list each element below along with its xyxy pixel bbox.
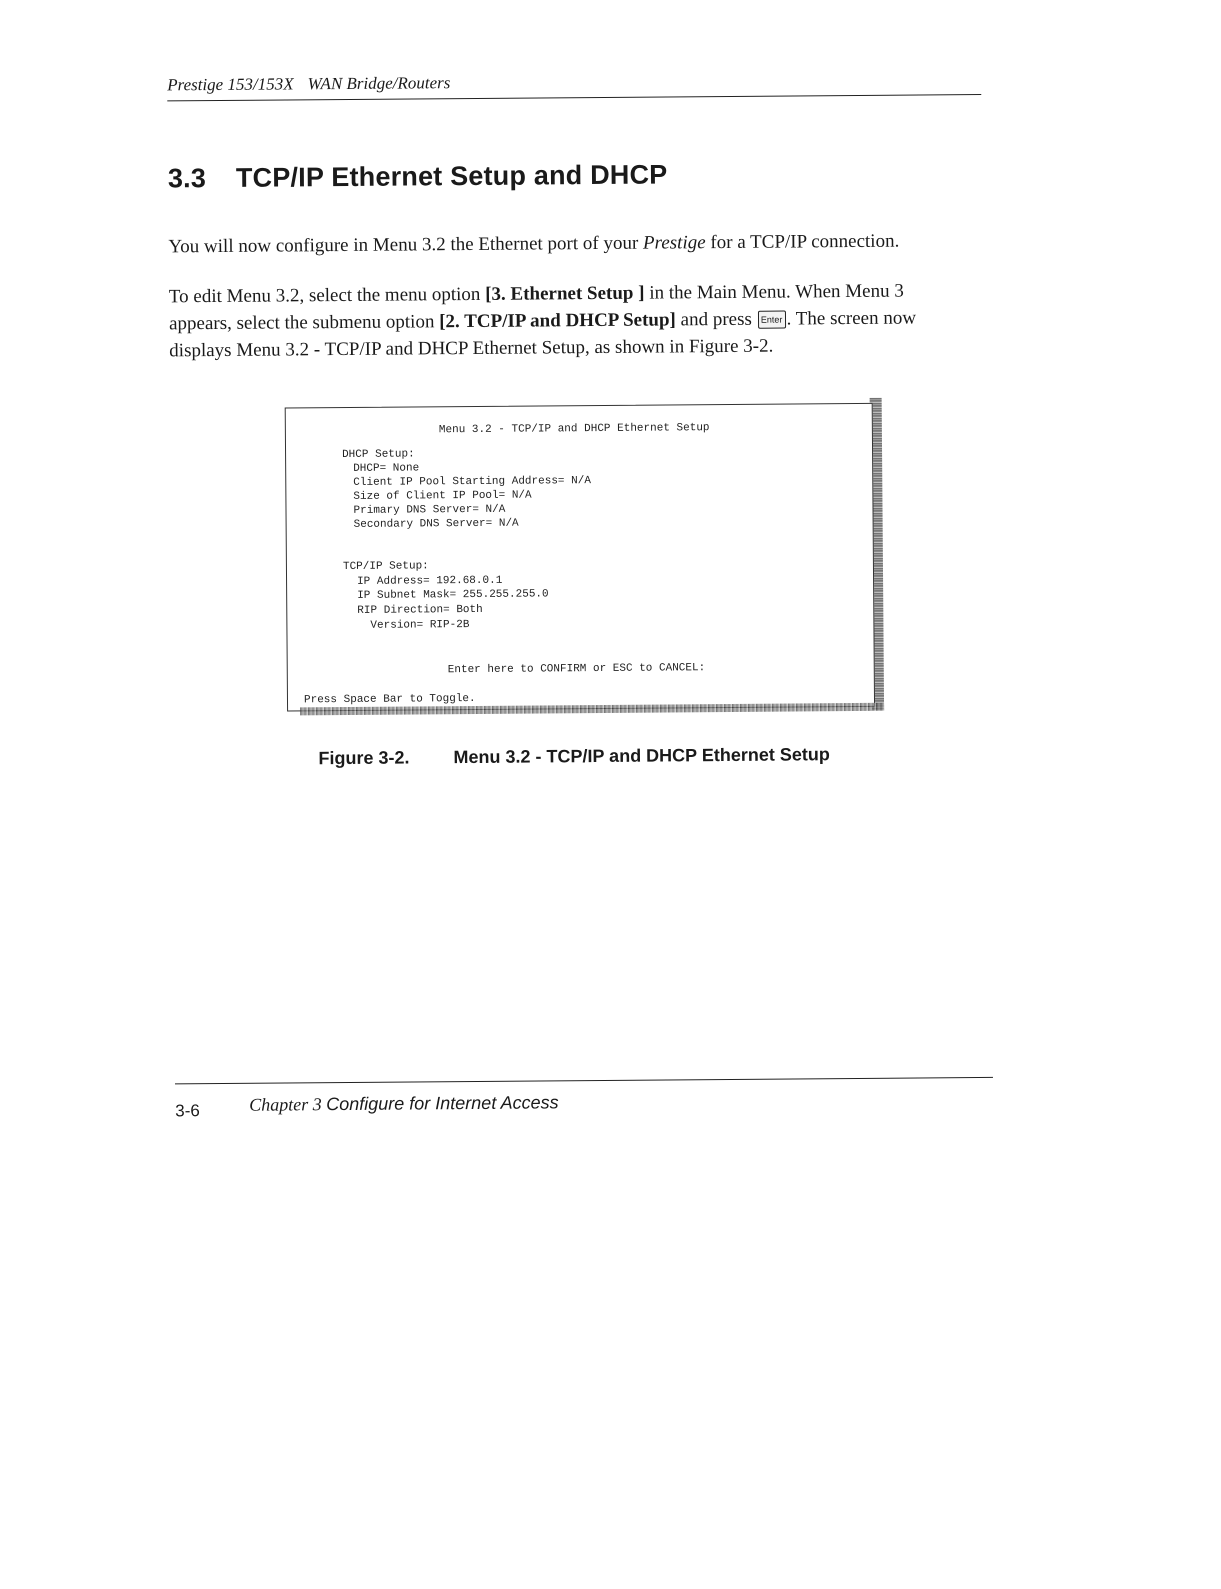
section-heading: [168, 159, 668, 194]
footer-rule: [175, 1077, 993, 1084]
instructions-text-4: . The screen now displays Menu 3.2 - TCP/IP and DHCP Ethernet Setup, as shown in Figure 3-2.: [169, 307, 917, 362]
dhcp-field[interactable]: DHCP= None: [353, 462, 420, 475]
intro-paragraph: [168, 227, 968, 260]
ip-address-field[interactable]: IP Address= 192.68.0.1: [357, 574, 503, 588]
menu-screen: [285, 403, 875, 712]
rip-direction-field[interactable]: RIP Direction= Both: [357, 603, 483, 617]
chapter-title: Configure for Internet Access: [326, 1092, 559, 1115]
figure-title: Menu 3.2 - TCP/IP and DHCP Ethernet Setup: [453, 744, 830, 768]
header-product: Prestige 153/153X: [167, 74, 294, 95]
intro-text-end: for a TCP/IP connection.: [705, 230, 900, 254]
screen-title: Menu 3.2 - TCP/IP and DHCP Ethernet Setup: [438, 422, 710, 437]
figure-label: Figure 3-2.: [318, 747, 410, 769]
tcpip-setup-header: TCP/IP Setup:: [342, 560, 429, 574]
header-subtitle: WAN Bridge/Routers: [307, 73, 451, 94]
footer-chapter: [249, 1092, 559, 1115]
instructions-text-2: in the Main Menu. When Menu 3 appears, select the submenu option: [168, 280, 904, 335]
chapter-label: Chapter 3: [249, 1094, 322, 1115]
instructions-text: To edit Menu 3.2, select the menu option: [168, 283, 486, 308]
instructions-text-3: and press: [675, 308, 757, 331]
instructions-paragraph: [169, 277, 970, 364]
section-number: 3.3: [167, 163, 207, 194]
section-title: TCP/IP Ethernet Setup and DHCP: [235, 159, 668, 193]
page-number: 3-6: [175, 1101, 200, 1121]
primary-dns-field[interactable]: Primary DNS Server= N/A: [353, 503, 506, 517]
menu-option-ethernet-setup: [3. Ethernet Setup ]: [485, 282, 645, 305]
confirm-prompt[interactable]: Enter here to CONFIRM or ESC to CANCEL:: [447, 662, 706, 677]
secondary-dns-field[interactable]: Secondary DNS Server= N/A: [353, 517, 519, 531]
toggle-hint: Press Space Bar to Toggle.: [303, 692, 476, 707]
enter-key-icon: Enter: [758, 311, 786, 329]
running-header: [167, 73, 450, 95]
intro-emphasis: Prestige: [642, 232, 706, 254]
intro-text: You will now configure in Menu 3.2 the Ethernet port of your: [168, 232, 644, 258]
submenu-option-tcpip-dhcp: [2. TCP/IP and DHCP Setup]: [439, 309, 676, 333]
pool-start-field[interactable]: Client IP Pool Starting Address= N/A: [353, 475, 591, 489]
rip-version-field[interactable]: Version= RIP-2B: [370, 619, 470, 632]
figure-caption: [318, 744, 830, 769]
subnet-mask-field[interactable]: IP Subnet Mask= 255.255.255.0: [357, 588, 549, 602]
header-rule: [167, 94, 981, 101]
dhcp-setup-header: DHCP Setup:: [342, 448, 415, 462]
pool-size-field[interactable]: Size of Client IP Pool= N/A: [353, 489, 532, 503]
